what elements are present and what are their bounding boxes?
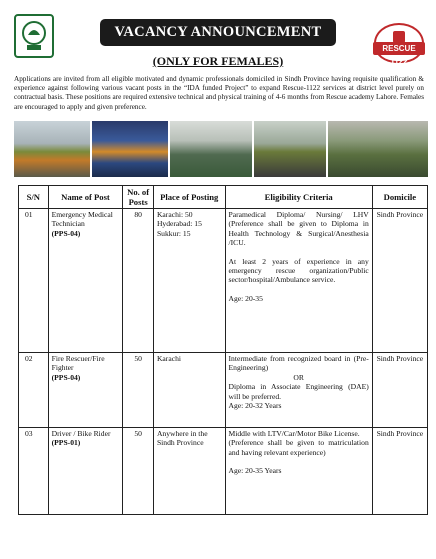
table-row	[19, 428, 428, 515]
vacancy-banner	[100, 19, 336, 46]
criteria-or: OR	[293, 372, 304, 382]
row-posts: 50	[123, 353, 154, 428]
header-place: Place of Posting	[153, 186, 225, 209]
criteria-text: Intermediate from recognized board in (Pre-Engineering)	[228, 354, 369, 373]
criteria-age: Age: 20-32 Years	[228, 401, 282, 411]
emblem-icon	[19, 19, 49, 53]
place-line: Anywhere in the Sindh Province	[156, 429, 208, 448]
row-criteria	[225, 209, 372, 353]
intro-paragraph: Applications are invited from all eligible motivated and dynamic professionals domiciled in Sindh Province having requisite qualification & experience against following various vacant posts in the “IDA funded Project” to expand Rescue-1122 services at district level purely on contractual basis. These positions are required extensive technical and physical training of 4-6 months from Rescue academy Lahore. Females are encouraged to apply and given preference.	[14, 75, 424, 111]
table-row	[19, 353, 428, 428]
header-domicile: Domicile	[372, 186, 427, 209]
photo-rescue-team	[14, 121, 90, 177]
rescue-logo-text: RESCUE 1122	[373, 42, 425, 55]
row-posts: 80	[123, 209, 154, 353]
subheading: (ONLY FOR FEMALES)	[152, 54, 284, 68]
place-line: Karachi	[156, 354, 181, 363]
row-post	[48, 209, 123, 353]
row-domicile: Sindh Province	[372, 428, 427, 515]
header-post: Name of Post	[48, 186, 123, 209]
header-posts: No. of Posts	[123, 186, 154, 209]
criteria-age: Age: 20-35 Years	[228, 466, 282, 476]
banner-title: VACANCY ANNOUNCEMENT	[114, 24, 322, 40]
criteria-text: Middle with LTV/Car/Motor Bike License.	[228, 429, 360, 438]
table-row	[19, 209, 428, 353]
post-name: Fire Rescuer/Fire Fighter	[51, 354, 105, 373]
row-sn: 03	[19, 428, 49, 515]
photo-motorbike-rider	[254, 121, 326, 177]
post-pps: (PPS-01)	[51, 438, 81, 448]
row-place	[153, 209, 225, 353]
row-post	[48, 428, 123, 515]
row-post	[48, 353, 123, 428]
criteria-text: Diploma in Associate Engineering (DAE) will be preferred.	[228, 382, 369, 401]
header-sn: S/N	[19, 186, 49, 209]
criteria-text: At least 2 years of experience in any emergency rescue organization/Public sector/hospital/Ambulance service.	[228, 256, 369, 285]
criteria-age: Age: 20-35	[228, 293, 263, 303]
place-line: Sukkur: 15	[156, 228, 191, 238]
photo-strip	[14, 121, 428, 177]
row-place	[153, 353, 225, 428]
photo-march	[328, 121, 428, 177]
row-domicile: Sindh Province	[372, 353, 427, 428]
photo-parade	[170, 121, 252, 177]
place-line: Karachi: 50	[156, 210, 193, 219]
row-place	[153, 428, 225, 515]
row-sn: 01	[19, 209, 49, 353]
table-header-row	[19, 186, 428, 209]
vacancy-table	[18, 185, 428, 515]
row-posts: 50	[123, 428, 154, 515]
row-sn: 02	[19, 353, 49, 428]
place-line: Hyderabad: 15	[156, 219, 202, 229]
row-criteria	[225, 353, 372, 428]
post-pps: (PPS-04)	[51, 372, 81, 382]
post-name: Emergency Medical Technician	[51, 210, 113, 229]
criteria-text: (Preference shall be given to matriculation and having relevant experience)	[228, 438, 369, 457]
sindh-government-logo	[14, 14, 54, 58]
row-domicile: Sindh Province	[372, 209, 427, 353]
row-criteria	[225, 428, 372, 515]
post-name: Driver / Bike Rider	[51, 429, 111, 438]
header-criteria: Eligibility Criteria	[225, 186, 372, 209]
criteria-text: Paramedical Diploma/ Nursing/ LHV (Preference shall be given to Diploma in Health Technology & Surgical/Anesthesia /ICU.	[228, 210, 369, 248]
photo-rescue-group	[92, 121, 168, 177]
post-pps: (PPS-04)	[51, 228, 81, 238]
